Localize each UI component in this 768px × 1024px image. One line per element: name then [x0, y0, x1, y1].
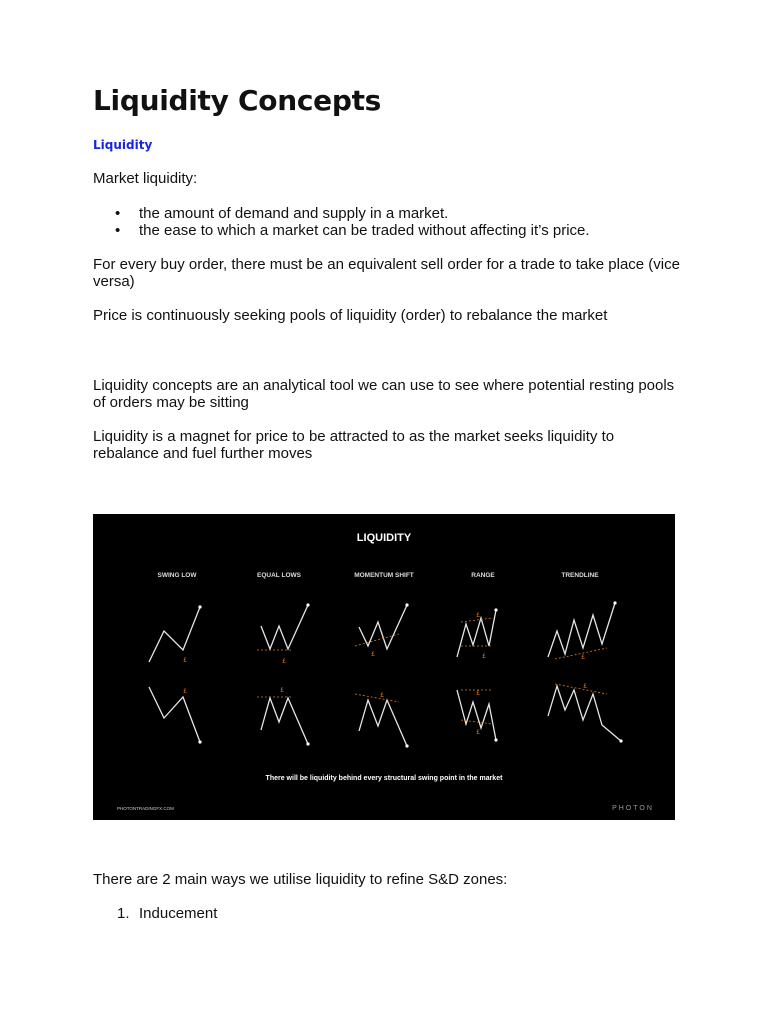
arrow-tip [198, 605, 201, 608]
list-text: Inducement [139, 905, 218, 922]
arrow-tip [494, 608, 497, 611]
arrow-tip [198, 740, 201, 743]
liquidity-marker: £ [380, 693, 384, 699]
page-title: Liquidity Concepts [93, 84, 382, 117]
arrow-tip [306, 742, 309, 745]
column-label: RANGE [471, 572, 495, 579]
column-label: MOMENTUM SHIFT [354, 572, 414, 579]
bullet-item: • the ease to which a market can be traded without affecting it’s price. [93, 222, 590, 239]
paragraph: There are 2 main ways we utilise liquidity to refine S&D zones: [93, 871, 508, 888]
intro-label: Market liquidity: [93, 170, 198, 187]
paragraph: Price is continuously seeking pools of liquidity (order) to rebalance the market [93, 307, 608, 324]
section-subheading: Liquidity [93, 138, 153, 152]
arrow-tip [306, 603, 309, 606]
website-label: PHOTONTRADINGFX.COM [117, 806, 174, 811]
liquidity-marker: £ [282, 659, 286, 665]
diagram-canvas [93, 514, 675, 820]
bullet-item: • the amount of demand and supply in a market. [93, 205, 590, 222]
bullet-list [93, 205, 590, 239]
liquidity-marker: £ [476, 691, 480, 697]
diagram-caption: There will be liquidity behind every structural swing point in the market [265, 775, 503, 782]
diagram-title: LIQUIDITY [356, 532, 412, 544]
arrow-tip [619, 739, 622, 742]
arrow-tip [405, 603, 408, 606]
list-number: 1. [117, 905, 130, 922]
liquidity-marker: £ [583, 684, 587, 690]
liquidity-marker: £ [581, 655, 585, 661]
liquidity-marker: £ [482, 654, 486, 660]
liquidity-marker: £ [183, 658, 187, 664]
arrow-tip [405, 744, 408, 747]
liquidity-marker: £ [371, 652, 375, 658]
column-label: EQUAL LOWS [257, 572, 301, 579]
paragraph: For every buy order, there must be an equivalent sell order for a trade to take place (vice versa) [93, 256, 680, 290]
brand-logo: PHOTON [612, 805, 654, 812]
liquidity-marker: £ [476, 613, 480, 619]
liquidity-marker: £ [476, 730, 480, 736]
arrow-tip [613, 601, 616, 604]
liquidity-marker: £ [280, 688, 284, 694]
arrow-tip [494, 738, 497, 741]
paragraph: Liquidity concepts are an analytical tool we can use to see where potential resting pools of orders may be sitting [93, 377, 675, 411]
liquidity-marker: £ [183, 689, 187, 695]
column-label: TRENDLINE [561, 572, 599, 579]
liquidity-diagram [93, 514, 675, 820]
column-label: SWING LOW [157, 572, 197, 579]
paragraph: Liquidity is a magnet for price to be attracted to as the market seeks liquidity to rebalance and fuel further moves [93, 428, 615, 462]
numbered-list-item [117, 905, 217, 922]
